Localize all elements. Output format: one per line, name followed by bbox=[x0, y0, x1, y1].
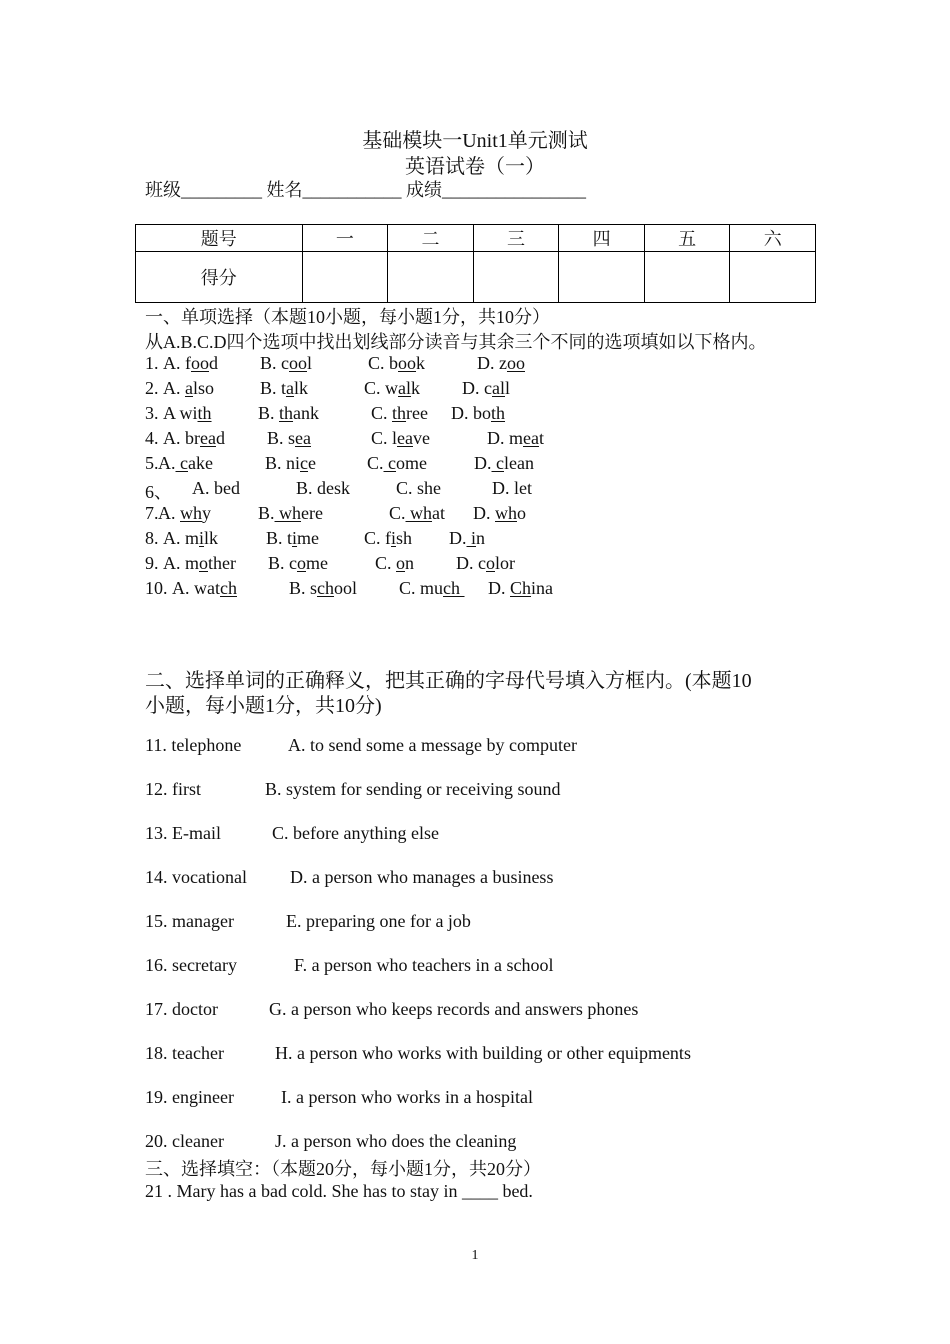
question-number: 7. bbox=[145, 503, 159, 523]
underlined-part: th bbox=[491, 403, 506, 423]
option-d: D. let bbox=[492, 478, 532, 498]
question-number: 1. bbox=[145, 353, 159, 373]
match-definition: C. before anything else bbox=[272, 823, 439, 843]
score-cell[interactable] bbox=[559, 252, 645, 303]
question-number: 6、 bbox=[145, 482, 172, 502]
match-word: 19. engineer bbox=[145, 1087, 234, 1107]
question-number: 9. bbox=[145, 553, 159, 573]
underlined-part: i bbox=[292, 528, 298, 548]
underlined-part: al bbox=[398, 378, 412, 398]
student-info-line: 班级_________ 姓名___________ 成绩________________ bbox=[145, 180, 586, 200]
underlined-part: o bbox=[297, 553, 306, 573]
underlined-part: c bbox=[175, 453, 188, 473]
score-table bbox=[135, 224, 816, 303]
score-cell[interactable] bbox=[644, 252, 730, 303]
option-b: B. talk bbox=[260, 378, 309, 398]
option-d: D. China bbox=[488, 578, 554, 598]
question-number: 4. bbox=[145, 428, 159, 448]
option-d: D. in bbox=[449, 528, 486, 548]
score-header-cell: 二 bbox=[388, 225, 474, 252]
option-a: A with bbox=[163, 403, 212, 423]
match-word: 17. doctor bbox=[145, 999, 218, 1019]
underlined-part: i bbox=[466, 528, 477, 548]
option-d: D. who bbox=[473, 503, 526, 523]
underlined-part: ea bbox=[523, 428, 539, 448]
match-definition: B. system for sending or receiving sound bbox=[265, 779, 561, 799]
option-c: C. three bbox=[371, 403, 429, 423]
match-definition: D. a person who manages a business bbox=[290, 867, 554, 887]
underlined-part: th bbox=[197, 403, 212, 423]
underlined-part: oo bbox=[191, 353, 209, 373]
underlined-part: wh bbox=[495, 503, 517, 523]
question-21: 21 . Mary has a bad cold. She has to stay in ____ bed. bbox=[145, 1181, 533, 1201]
option-b: B. come bbox=[268, 553, 328, 573]
underlined-part: i bbox=[199, 528, 205, 548]
match-definition: G. a person who keeps records and answers phones bbox=[269, 999, 639, 1019]
underlined-part: c bbox=[383, 453, 397, 473]
match-word: 15. manager bbox=[145, 911, 234, 931]
score-header-cell: 六 bbox=[730, 225, 816, 252]
option-c: C. she bbox=[396, 478, 441, 498]
doc-title: 基础模块一Unit1单元测试 bbox=[362, 130, 588, 152]
match-definition: I. a person who works in a hospital bbox=[281, 1087, 533, 1107]
match-word: 12. first bbox=[145, 779, 201, 799]
underlined-part: wh bbox=[180, 503, 202, 523]
underlined-part: c bbox=[491, 453, 504, 473]
underlined-part: Ch bbox=[510, 578, 532, 598]
underlined-part: o bbox=[199, 553, 208, 573]
underlined-part: oo bbox=[289, 353, 307, 373]
match-word: 16. secretary bbox=[145, 955, 237, 975]
option-a: A. cake bbox=[158, 453, 213, 473]
option-a: A. food bbox=[163, 353, 218, 373]
option-d: D. zoo bbox=[477, 353, 525, 373]
score-row-label: 得分 bbox=[136, 252, 303, 303]
option-c: C. book bbox=[368, 353, 426, 373]
underlined-part: ch bbox=[220, 578, 237, 598]
option-b: B. nice bbox=[265, 453, 317, 473]
underlined-part: th bbox=[279, 403, 294, 423]
match-word: 18. teacher bbox=[145, 1043, 224, 1063]
score-header-cell: 四 bbox=[559, 225, 645, 252]
section2-heading-line2: 小题，每小题1分，共10分) bbox=[145, 695, 382, 717]
score-header-cell: 三 bbox=[473, 225, 559, 252]
option-d: D. meat bbox=[487, 428, 544, 448]
score-cell[interactable] bbox=[473, 252, 559, 303]
underlined-part: a bbox=[185, 378, 193, 398]
option-c: C. what bbox=[389, 503, 446, 523]
match-definition: J. a person who does the cleaning bbox=[275, 1131, 517, 1151]
option-a: A. also bbox=[163, 378, 215, 398]
score-header-cell: 五 bbox=[644, 225, 730, 252]
underlined-part: ch bbox=[317, 578, 335, 598]
score-table-header-row bbox=[136, 225, 816, 252]
question-number: 2. bbox=[145, 378, 159, 398]
match-definition: E. preparing one for a job bbox=[286, 911, 471, 931]
score-table-score-row bbox=[136, 252, 816, 303]
underlined-part: i bbox=[391, 528, 397, 548]
underlined-part: th bbox=[392, 403, 407, 423]
option-d: D. call bbox=[462, 378, 511, 398]
option-b: B. sea bbox=[267, 428, 311, 448]
option-b: B. time bbox=[266, 528, 320, 548]
match-word: 20. cleaner bbox=[145, 1131, 224, 1151]
score-header-cell: 一 bbox=[302, 225, 388, 252]
underlined-part: ea bbox=[295, 428, 311, 448]
match-word: 14. vocational bbox=[145, 867, 247, 887]
underlined-part: wh bbox=[274, 503, 302, 523]
underlined-part: al bbox=[492, 378, 505, 398]
option-b: B. cool bbox=[260, 353, 313, 373]
option-d: D. color bbox=[456, 553, 515, 573]
score-header-cell: 题号 bbox=[136, 225, 303, 252]
underlined-part: o bbox=[396, 553, 406, 573]
option-c: C. on bbox=[375, 553, 415, 573]
option-c: C. walk bbox=[364, 378, 421, 398]
page-number: 1 bbox=[471, 1248, 479, 1263]
underlined-part: ch bbox=[443, 578, 465, 598]
underlined-part: ea bbox=[200, 428, 216, 448]
underlined-part: oo bbox=[507, 353, 525, 373]
doc-subtitle: 英语试卷（一） bbox=[405, 156, 545, 178]
underlined-part: oo bbox=[398, 353, 417, 373]
option-a: A. watch bbox=[172, 578, 237, 598]
match-word: 13. E-mail bbox=[145, 823, 221, 843]
question-number: 10. bbox=[145, 578, 168, 598]
question-number: 3. bbox=[145, 403, 159, 423]
option-c: C. come bbox=[367, 453, 428, 473]
score-cell[interactable] bbox=[302, 252, 388, 303]
section3-heading: 三、选择填空：（本题20分，每小题1分，共20分） bbox=[145, 1159, 541, 1179]
match-word: 11. telephone bbox=[145, 735, 242, 755]
option-a: A. why bbox=[158, 503, 211, 523]
option-c: C. much bbox=[399, 578, 465, 598]
question-number: 5. bbox=[145, 453, 159, 473]
match-definition: F. a person who teachers in a school bbox=[294, 955, 554, 975]
option-b: B. school bbox=[289, 578, 358, 598]
option-a: A. bread bbox=[163, 428, 225, 448]
underlined-part: wh bbox=[405, 503, 433, 523]
match-definition: H. a person who works with building or other equipments bbox=[275, 1043, 691, 1063]
option-c: C. fish bbox=[364, 528, 413, 548]
match-definition: A. to send some a message by computer bbox=[288, 735, 577, 755]
score-cell[interactable] bbox=[388, 252, 474, 303]
score-cell[interactable] bbox=[730, 252, 816, 303]
option-a: A. bed bbox=[192, 478, 240, 498]
underlined-part: c bbox=[300, 453, 309, 473]
section1-instruction: 从A.B.C.D四个选项中找出划线部分读音与其余三个不同的选项填如以下格内。 bbox=[145, 332, 767, 352]
option-b: B. thank bbox=[258, 403, 320, 423]
question-number: 8. bbox=[145, 528, 159, 548]
option-b: B. desk bbox=[296, 478, 350, 498]
section2-heading-line1: 二、选择单词的正确释义，把其正确的字母代号填入方框内。(本题10 bbox=[145, 670, 752, 692]
option-a: A. milk bbox=[163, 528, 219, 548]
section1-heading: 一、单项选择（本题10小题，每小题1分，共10分） bbox=[145, 307, 550, 327]
option-d: D. both bbox=[451, 403, 506, 423]
option-b: B. where bbox=[258, 503, 323, 523]
underlined-part: ea bbox=[397, 428, 413, 448]
underlined-part: o bbox=[486, 553, 495, 573]
option-a: A. mother bbox=[163, 553, 236, 573]
option-d: D. clean bbox=[474, 453, 534, 473]
option-c: C. leave bbox=[371, 428, 430, 448]
underlined-part: a bbox=[286, 378, 295, 398]
